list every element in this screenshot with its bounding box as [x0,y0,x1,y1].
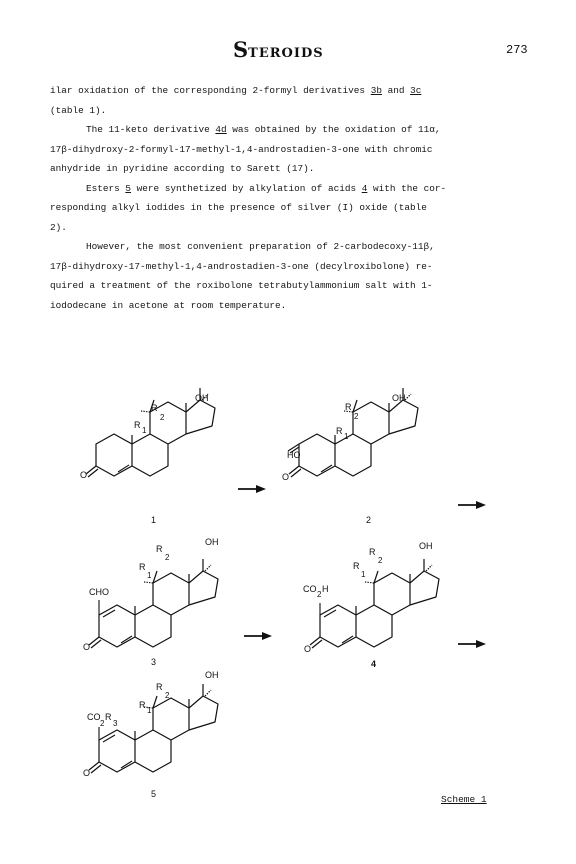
c1-r1-label: R [134,420,141,430]
c3-r1-label: R [139,562,146,572]
c2-hydroxymethylene-label: HO [287,450,301,460]
c2-r1-subscript: 1 [344,432,349,441]
text-run: 17β-dihydroxy-17-methyl-1,4-androstadien-3-one (decylroxibolone) re- [50,260,433,272]
compound-3-structure [89,559,218,648]
compound-2-number: 2 [366,515,372,525]
c4-ketone-label: O [304,644,312,654]
c5-ester-r-subscript: 3 [113,719,118,728]
c2-r1-label: R [336,426,343,436]
journal-title-rest: TEROIDS [248,46,324,61]
c2-r2-subscript: 2 [354,412,359,421]
text-run: were synthetized by alkylation of acids [131,182,362,194]
text-run: 17β-dihydroxy-2-formyl-17-methyl-1,4-androstadien-3-one with chromic [50,143,433,155]
c4-hydroxyl-label: OH [419,541,433,551]
reaction-arrow-4 [458,640,486,648]
c3-r2-subscript: 2 [165,553,170,562]
text-run: with the cor- [367,182,447,194]
c5-r1-label: R [139,700,146,710]
text-run: (table 1). [50,104,107,116]
text-run: The 11-keto derivative [86,124,216,135]
text-run: Esters [86,182,126,194]
c1-r2-label: R [151,403,158,413]
compound-reference: 4d [215,124,227,135]
journal-title-initial: S [233,37,249,62]
compound-reference: 3b [370,85,382,96]
text-run: ilar oxidation of the corresponding 2-formyl derivatives [50,85,371,96]
c5-ester-label: CO [87,712,101,722]
text-run: 2). [50,221,67,233]
c5-r2-label: R [156,682,163,692]
c1-hydroxyl-label: OH [195,393,209,403]
compound-4-structure [310,559,439,648]
c3-r2-label: R [156,544,163,554]
compound-reference: 3c [410,85,422,96]
compound-5-number: 5 [151,789,157,799]
compound-5-structure [89,684,218,773]
c4-r2-subscript: 2 [378,556,383,565]
c1-r2-subscript: 2 [160,413,165,422]
scheme-caption: Scheme 1 [441,794,487,805]
text-run: However, the most convenient preparation of 2-carbodecoxy-11β, [86,241,435,252]
c3-hydroxyl-label: OH [205,537,219,547]
c5-hydroxyl-label: OH [205,670,219,680]
c5-ester-subscript: 2 [100,719,105,728]
text-run: and [381,85,411,96]
reaction-arrow-3 [244,632,272,640]
c2-ketone-label: O [282,472,290,482]
c4-r1-label: R [353,561,360,571]
reaction-arrow-2 [458,501,486,509]
c4-r1-subscript: 1 [361,570,366,579]
c3-r1-subscript: 1 [147,571,152,580]
reaction-arrow-1 [238,485,266,493]
text-run: iododecane in acetone at room temperature. [50,299,287,311]
c2-r2-label: R [345,402,352,412]
c1-r1-subscript: 1 [142,426,147,435]
page-number: 273 [506,43,528,57]
c1-ketone-label: O [80,470,88,480]
c3-formyl-label: CHO [89,587,109,597]
compound-reference: 4 [361,182,368,194]
compound-1-number: 1 [151,515,157,525]
compound-4-number: 4 [371,659,377,669]
c5-r1-subscript: 1 [147,706,152,715]
c4-carboxyl-subscript: 2 [317,590,322,599]
c4-carboxyl-h: H [322,584,329,594]
c4-r2-label: R [369,547,376,557]
c5-ester-r: R [105,712,112,722]
c5-r2-subscript: 2 [165,691,170,700]
c4-carboxyl-label: CO [303,584,317,594]
c5-ketone-label: O [83,768,91,778]
text-run: responding alkyl iodides in the presence of silver (I) oxide (table [50,202,427,213]
c3-ketone-label: O [83,642,91,652]
text-run: was obtained by the oxidation of 11α, [226,124,441,135]
compound-3-number: 3 [151,657,157,667]
compound-reference: 5 [125,182,132,194]
text-run: quired a treatment of the roxibolone tetrabutylammonium salt with 1- [50,280,433,291]
text-run: anhydride in pyridine according to Sarett (17). [50,163,315,174]
c2-hydroxyl-label: OH [392,393,406,403]
